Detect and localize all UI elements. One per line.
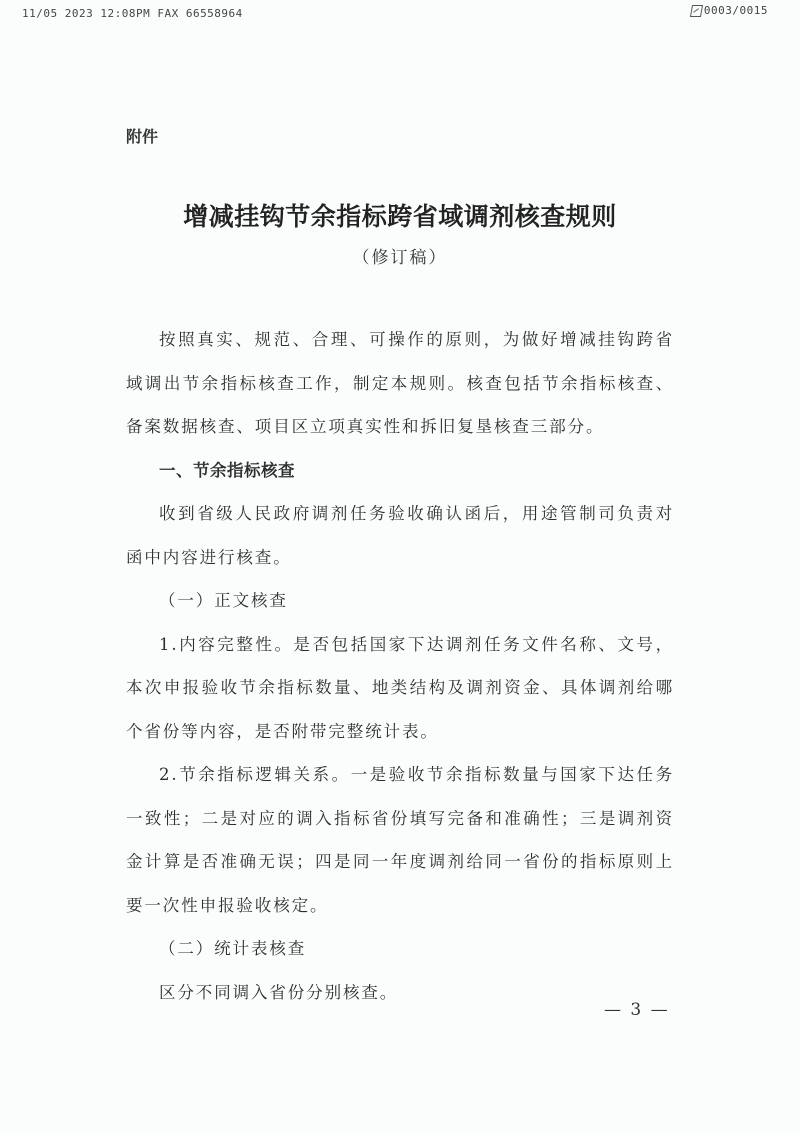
- fax-page-counter: 0003/0015: [703, 4, 768, 17]
- intro-paragraph: 按照真实、规范、合理、可操作的原则，为做好增减挂钩跨省域调出节余指标核查工作，制定本规则。核查包括节余指标核查、备案数据核查、项目区立项真实性和拆旧复垦核查三部分。: [126, 330, 674, 436]
- fax-timestamp-number: 11/05 2023 12:08PM FAX 66558964: [22, 7, 243, 20]
- document-title: 增减挂钩节余指标跨省域调剂核查规则: [183, 202, 617, 231]
- subsection2-paragraph: 区分不同调入省份分别核查。: [159, 982, 399, 1002]
- document-subtitle: （修订稿）: [352, 248, 448, 268]
- item-1-paragraph: 1.内容完整性。是否包括国家下达调剂任务文件名称、文号，本次申报验收节余指标数量、地类结构及调剂资金、具体调剂给哪个省份等内容，是否附带完整统计表。: [126, 634, 674, 741]
- subsection1-heading: （一）正文核查: [159, 591, 288, 610]
- fax-page-counter-group: [691, 4, 768, 17]
- section1-paragraph: 收到省级人民政府调剂任务验收确认函后，用途管制司负责对函中内容进行核查。: [126, 504, 674, 567]
- subsection2-heading: （二）统计表核查: [159, 939, 307, 958]
- attachment-label: 附件: [126, 127, 159, 146]
- page-number: — 3 —: [604, 1000, 670, 1020]
- fax-page-icon: [690, 5, 703, 17]
- document-body: [126, 318, 674, 1014]
- section1-heading: 一、节余指标核查: [159, 460, 295, 480]
- item-2-paragraph: 2.节余指标逻辑关系。一是验收节余指标数量与国家下达任务一致性；二是对应的调入指标省份填写完备和准确性；三是调剂资金计算是否准确无误；四是同一年度调剂给同一省份的指标原则上要一次性申报验收核定。: [126, 765, 674, 915]
